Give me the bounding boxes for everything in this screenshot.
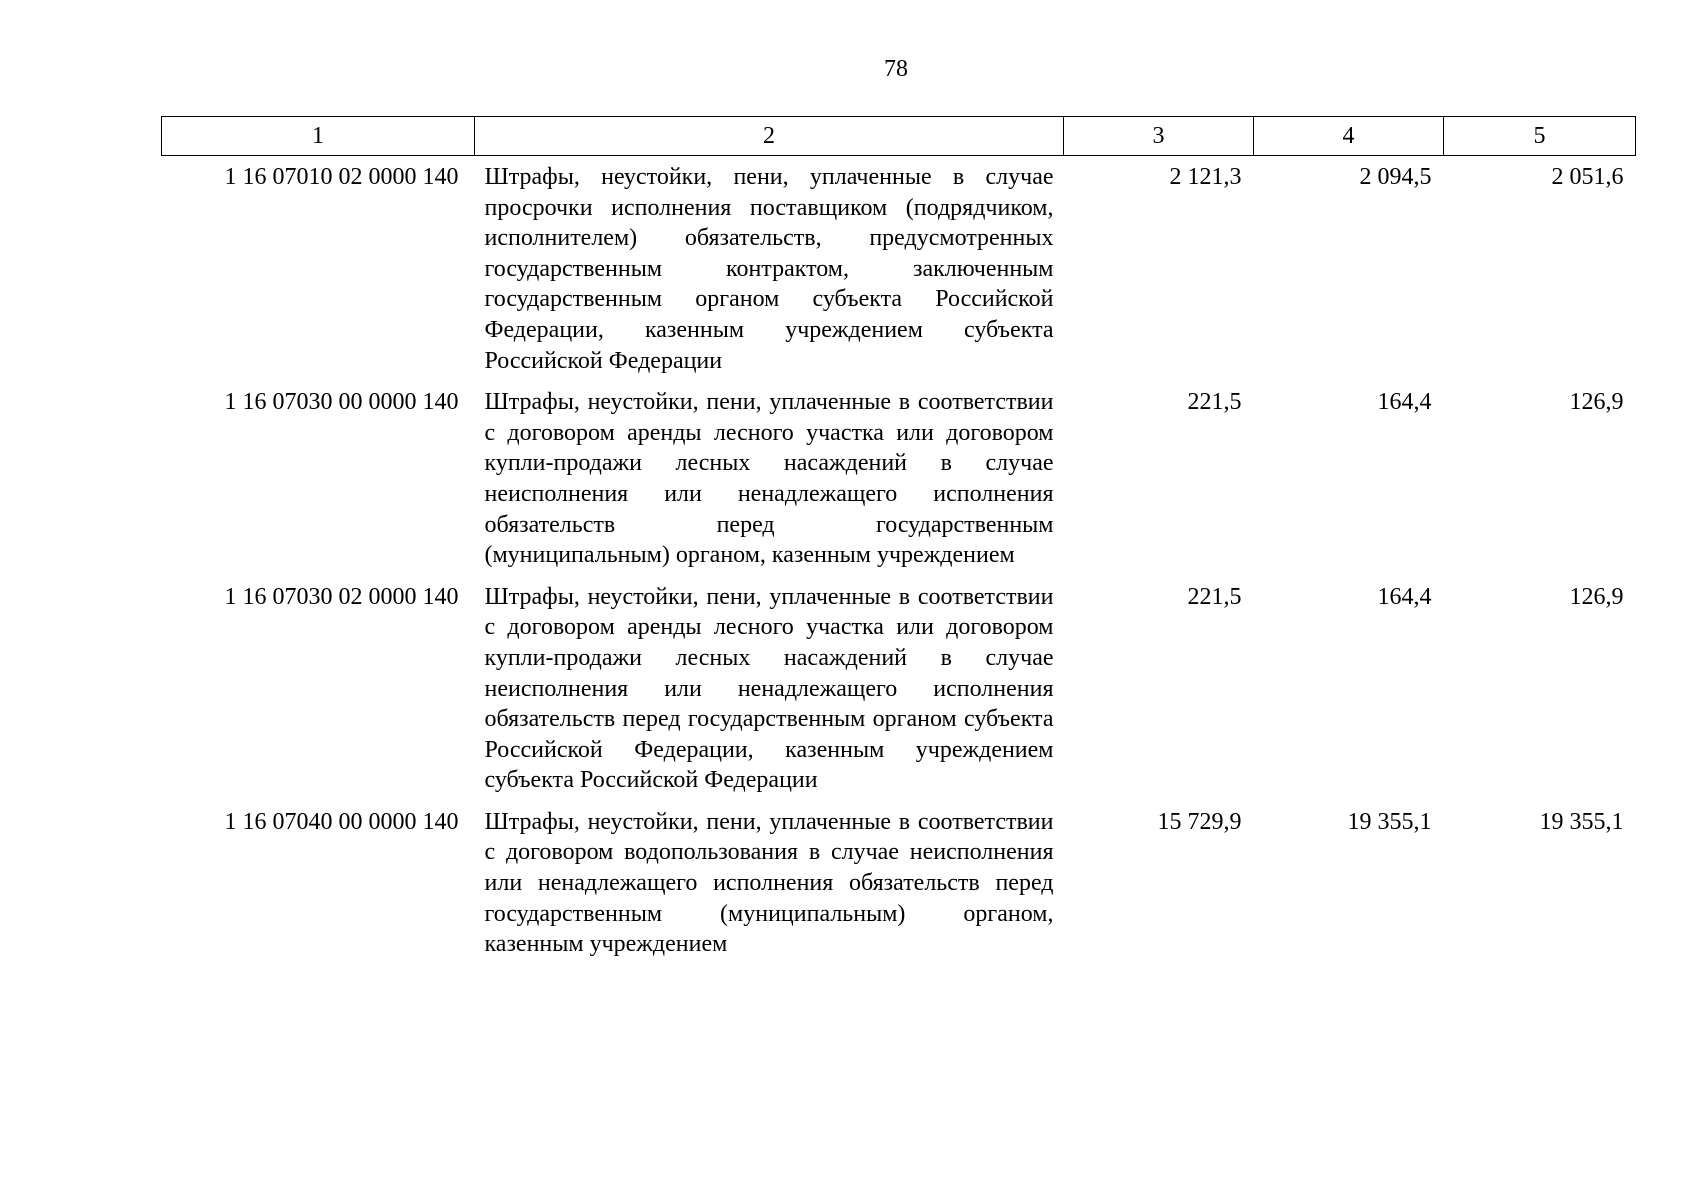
value-cell-col3: 221,5 xyxy=(1187,389,1242,416)
table-header-row xyxy=(162,117,1636,156)
column-header-4: 4 xyxy=(1254,117,1444,156)
description-cell: Штрафы, неустойки, пени, уплаченные в случае просрочки исполнения поставщиком (подрядчиком, исполнителем) обязательств, предусмотренных государственным контрактом, заключенным государственным органом субъекта Российской Федерации, казенным учреждением субъекта Российской Федерации xyxy=(484,164,1054,374)
value-cell-col5: 2 051,6 xyxy=(1551,164,1624,190)
value-cell-col3: 15 729,9 xyxy=(1157,808,1242,835)
value-cell-col5: 126,9 xyxy=(1569,583,1624,610)
value-cell-col4: 2 094,5 xyxy=(1359,164,1432,190)
value-cell-col5: 19 355,1 xyxy=(1539,808,1624,835)
value-cell-col5: 126,9 xyxy=(1569,389,1624,416)
column-header-5: 5 xyxy=(1444,117,1636,156)
budget-table xyxy=(161,116,1636,971)
value-cell-col4: 19 355,1 xyxy=(1347,808,1432,835)
table-row xyxy=(162,582,1636,807)
budget-code-cell: 1 16 07030 02 0000 140 xyxy=(224,583,459,610)
value-cell-col3: 2 121,3 xyxy=(1169,164,1242,190)
value-cell-col4: 164,4 xyxy=(1377,583,1432,610)
description-cell: Штрафы, неустойки, пени, уплаченные в соответствии с договором аренды лесного участка или договором купли-продажи лесных насаждений в случае неисполнения или ненадлежащего исполнения обязательств перед государственным (муниципальным) органом, казенным учреждением xyxy=(484,389,1054,569)
table-row xyxy=(162,156,1636,388)
value-cell-col3: 221,5 xyxy=(1187,583,1242,610)
column-header-1: 1 xyxy=(162,117,475,156)
budget-code-cell: 1 16 07040 00 0000 140 xyxy=(224,808,459,835)
value-cell-col4: 164,4 xyxy=(1377,389,1432,416)
page-number: 78 xyxy=(884,56,908,82)
budget-code-cell: 1 16 07010 02 0000 140 xyxy=(224,164,459,190)
column-header-2: 2 xyxy=(475,117,1064,156)
column-header-3: 3 xyxy=(1064,117,1254,156)
table-row xyxy=(162,807,1636,971)
description-cell: Штрафы, неустойки, пени, уплаченные в соответствии с договором аренды лесного участка или договором купли-продажи лесных насаждений в случае неисполнения или ненадлежащего исполнения обязательств перед государственным органом субъекта Российской Федерации, казенным учреждением субъекта Российской Федерации xyxy=(484,583,1054,794)
budget-code-cell: 1 16 07030 00 0000 140 xyxy=(224,389,459,416)
table-row xyxy=(162,387,1636,582)
description-cell: Штрафы, неустойки, пени, уплаченные в соответствии с договором водопользования в случае неисполнения или ненадлежащего исполнения обязательств перед государственным (муниципальным) органом, казенным учреждением xyxy=(484,808,1054,958)
